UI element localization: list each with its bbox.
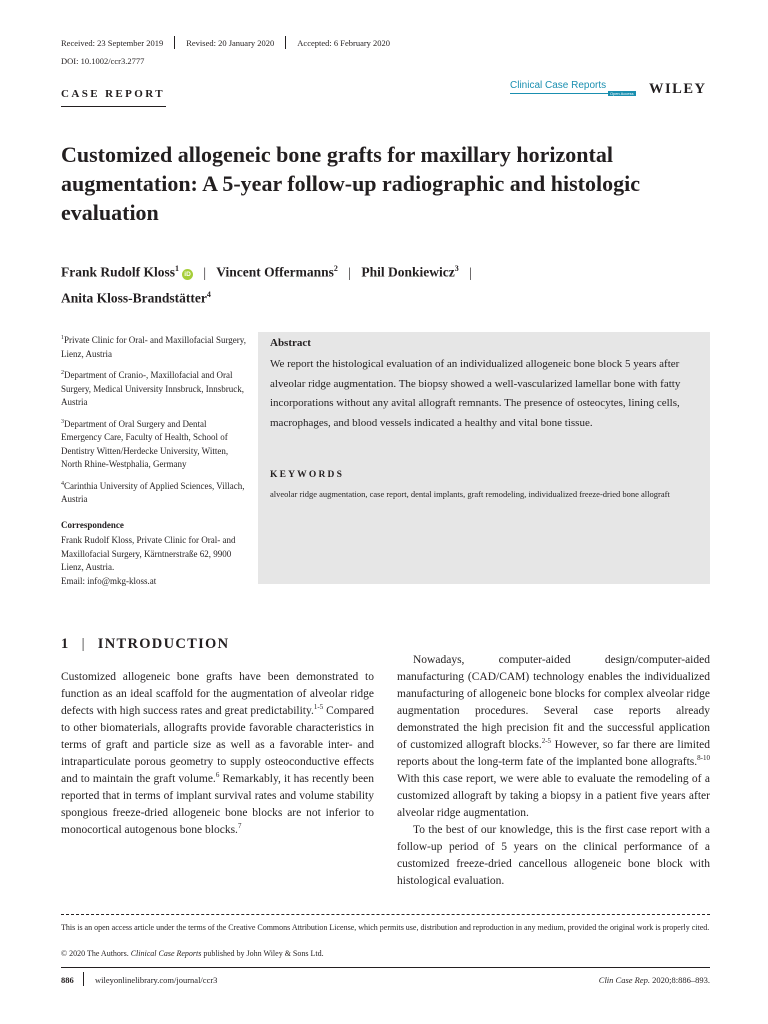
journal-logo-underline	[510, 93, 610, 94]
abstract-heading: Abstract	[270, 337, 311, 349]
footnote-divider	[61, 914, 710, 915]
author-affiliation-mark: 1	[175, 264, 180, 273]
copyright-text: © 2020 The Authors.	[61, 949, 131, 958]
keywords-text: alveolar ridge augmentation, case report, dental implants, graft remodeling, individualized freeze-dried bone allograft	[270, 489, 670, 499]
affiliation-number: 2	[61, 370, 64, 376]
author-separator: |	[348, 264, 351, 280]
article-dates	[61, 36, 390, 49]
journal-logo[interactable]: Clinical Case Reports	[510, 80, 607, 91]
affiliations	[61, 332, 246, 588]
affiliation-item	[61, 332, 246, 361]
affiliation-number: 3	[61, 418, 64, 425]
paragraph-text: Nowadays, computer-aided design/computer-aided manufacturing (CAD/CAM) technology enables the individualized manufacturing of allogeneic bone blocks for complex alveolar ridge augmentation procedures. Several case reports already demonstrated the high precision fit and the successful application of customized allograft blocks.	[397, 654, 710, 751]
paragraph-text: Remarkably, it has recently been reported that in terms of implant survival rates and volume stability spongious freeze-dried allogeneic bone blocks are not inferior to monocortical autogenous bone blocks.	[61, 773, 374, 836]
citation-ref[interactable]: 7	[237, 822, 242, 831]
author-name[interactable]: Vincent Offermanns	[216, 264, 334, 280]
correspondence-heading: Correspondence	[61, 519, 124, 530]
author-list	[61, 258, 701, 309]
paragraph-text: Customized allogeneic bone grafts have been demonstrated to function as an ideal scaffold for the augmentation of alveolar ridge defects with high success rates and great predictability.	[61, 671, 374, 717]
paragraph: To the best of our knowledge, this is the first case report with a follow-up period of 5 years on the clinical performance of a customized freeze-dried cancellous allogeneic bone block with histological evaluation.	[397, 824, 710, 887]
author-name[interactable]: Phil Donkiewicz	[361, 264, 455, 280]
author-affiliation-mark: 3	[454, 264, 459, 273]
affiliation-item	[61, 478, 246, 507]
paragraph-text: Compared to other biomaterials, allografts provide favorable characteristics in terms of graft and particle size as well as a favorable inter- and intraparticulate porous geometry to supply osteoconductive effects and to maintain the graft volume.	[61, 705, 374, 785]
page-number: 886	[61, 975, 74, 985]
orcid-icon[interactable]: iD	[182, 269, 193, 280]
citation-ref[interactable]: 6	[215, 771, 220, 780]
paragraph	[61, 669, 374, 839]
accepted-date: Accepted: 6 February 2020	[297, 37, 391, 48]
author-name[interactable]: Anita Kloss-Brandstätter	[61, 290, 207, 305]
affiliation-text: Department of Cranio-, Maxillofacial and Oral Surgery, Medical University Innsbruck, Innsbruck, Austria	[61, 370, 244, 407]
intro-right-column	[397, 652, 710, 890]
citation-ref[interactable]: 1-5	[313, 703, 324, 712]
author-name[interactable]: Frank Rudolf Kloss	[61, 264, 176, 280]
article-type-label: CASE REPORT	[61, 88, 165, 100]
citation-info	[599, 975, 710, 985]
section-number: 1	[61, 636, 70, 652]
paragraph	[397, 652, 710, 822]
license-notice: This is an open access article under the terms of the Creative Commons Attribution License, which permits use, distribution and reproduction in any medium, provided the original work is properly cited.	[61, 923, 710, 932]
affiliation-number: 4	[61, 480, 64, 487]
affiliation-text: Private Clinic for Oral- and Maxillofacial Surgery, Lienz, Austria	[61, 335, 246, 359]
keywords-heading: KEYWORDS	[270, 470, 345, 480]
article-title: Customized allogeneic bone grafts for maxillary horizontal augmentation: A 5-year follow-up radiographic and histologic evaluation	[61, 142, 640, 225]
affiliation-item	[61, 367, 246, 410]
author-affiliation-mark: 2	[333, 264, 338, 273]
received-date: Received: 23 September 2019	[61, 37, 164, 48]
correspondence-text: Frank Rudolf Kloss, Private Clinic for Oral- and Maxillofacial Surgery, Kärntnerstraße 62, 9900 Lienz, Austria.	[61, 535, 236, 572]
author-separator: |	[469, 264, 472, 280]
citation-ref[interactable]: 2-5	[541, 737, 552, 746]
paragraph-text: However, so far there are limited reports about the long-term fate of the implanted bone allografts.	[397, 739, 710, 768]
section-heading	[61, 636, 229, 653]
affiliation-number: 1	[61, 335, 64, 341]
citation-journal: Clin Case Rep.	[598, 975, 651, 985]
doi[interactable]: DOI: 10.1002/ccr3.2777	[61, 56, 145, 66]
publisher-logo[interactable]: WILEY	[649, 81, 707, 97]
affiliation-text: Carinthia University of Applied Sciences, Villach, Austria	[61, 480, 245, 504]
author-separator: |	[203, 264, 207, 280]
correspondence-email[interactable]: Email: info@mkg-kloss.at	[61, 575, 157, 586]
affiliation-item	[61, 416, 246, 472]
abstract-text: We report the histological evaluation of an individualized allogeneic bone block 5 years after alveolar ridge augmentation. The biopsy showed a well-vascularized lamellar bone with fatty incorporations without any avital allograft remnants. The presence of osteocytes, lining cells, macrophages, and blood vessels indicated a healthy and vital bone tissue.	[270, 358, 681, 429]
citation-ref[interactable]: 8-10	[697, 754, 710, 763]
citation-volume: 2020;8:886–893.	[650, 975, 710, 985]
copyright-notice	[61, 949, 324, 958]
copyright-text: published by John Wiley & Sons Ltd.	[201, 949, 324, 958]
date-divider	[174, 36, 175, 49]
footer-separator	[83, 972, 84, 986]
article-type-underline	[61, 106, 166, 107]
paragraph-text: With this case report, we were able to evaluate the remodeling of a customized allograft by taking a biopsy in a patient five years after alveolar ridge augmentation.	[397, 773, 710, 819]
copyright-journal: Clinical Case Reports	[130, 949, 202, 958]
journal-url[interactable]: wileyonlinelibrary.com/journal/ccr3	[95, 975, 218, 985]
open-access-badge: Open Access	[610, 91, 634, 96]
affiliation-text: Department of Oral Surgery and Dental Emergency Care, Faculty of Health, School of Dentistry Witten/Herdecke University, Witten, North Rhine-Westphalia, Germany	[61, 418, 229, 469]
section-separator: |	[81, 636, 86, 652]
author-affiliation-mark: 4	[206, 289, 211, 299]
section-title: INTRODUCTION	[97, 636, 230, 652]
intro-left-column	[61, 669, 374, 839]
revised-date: Revised: 20 January 2020	[186, 37, 275, 48]
footer-divider	[61, 967, 710, 968]
date-divider	[285, 36, 286, 49]
